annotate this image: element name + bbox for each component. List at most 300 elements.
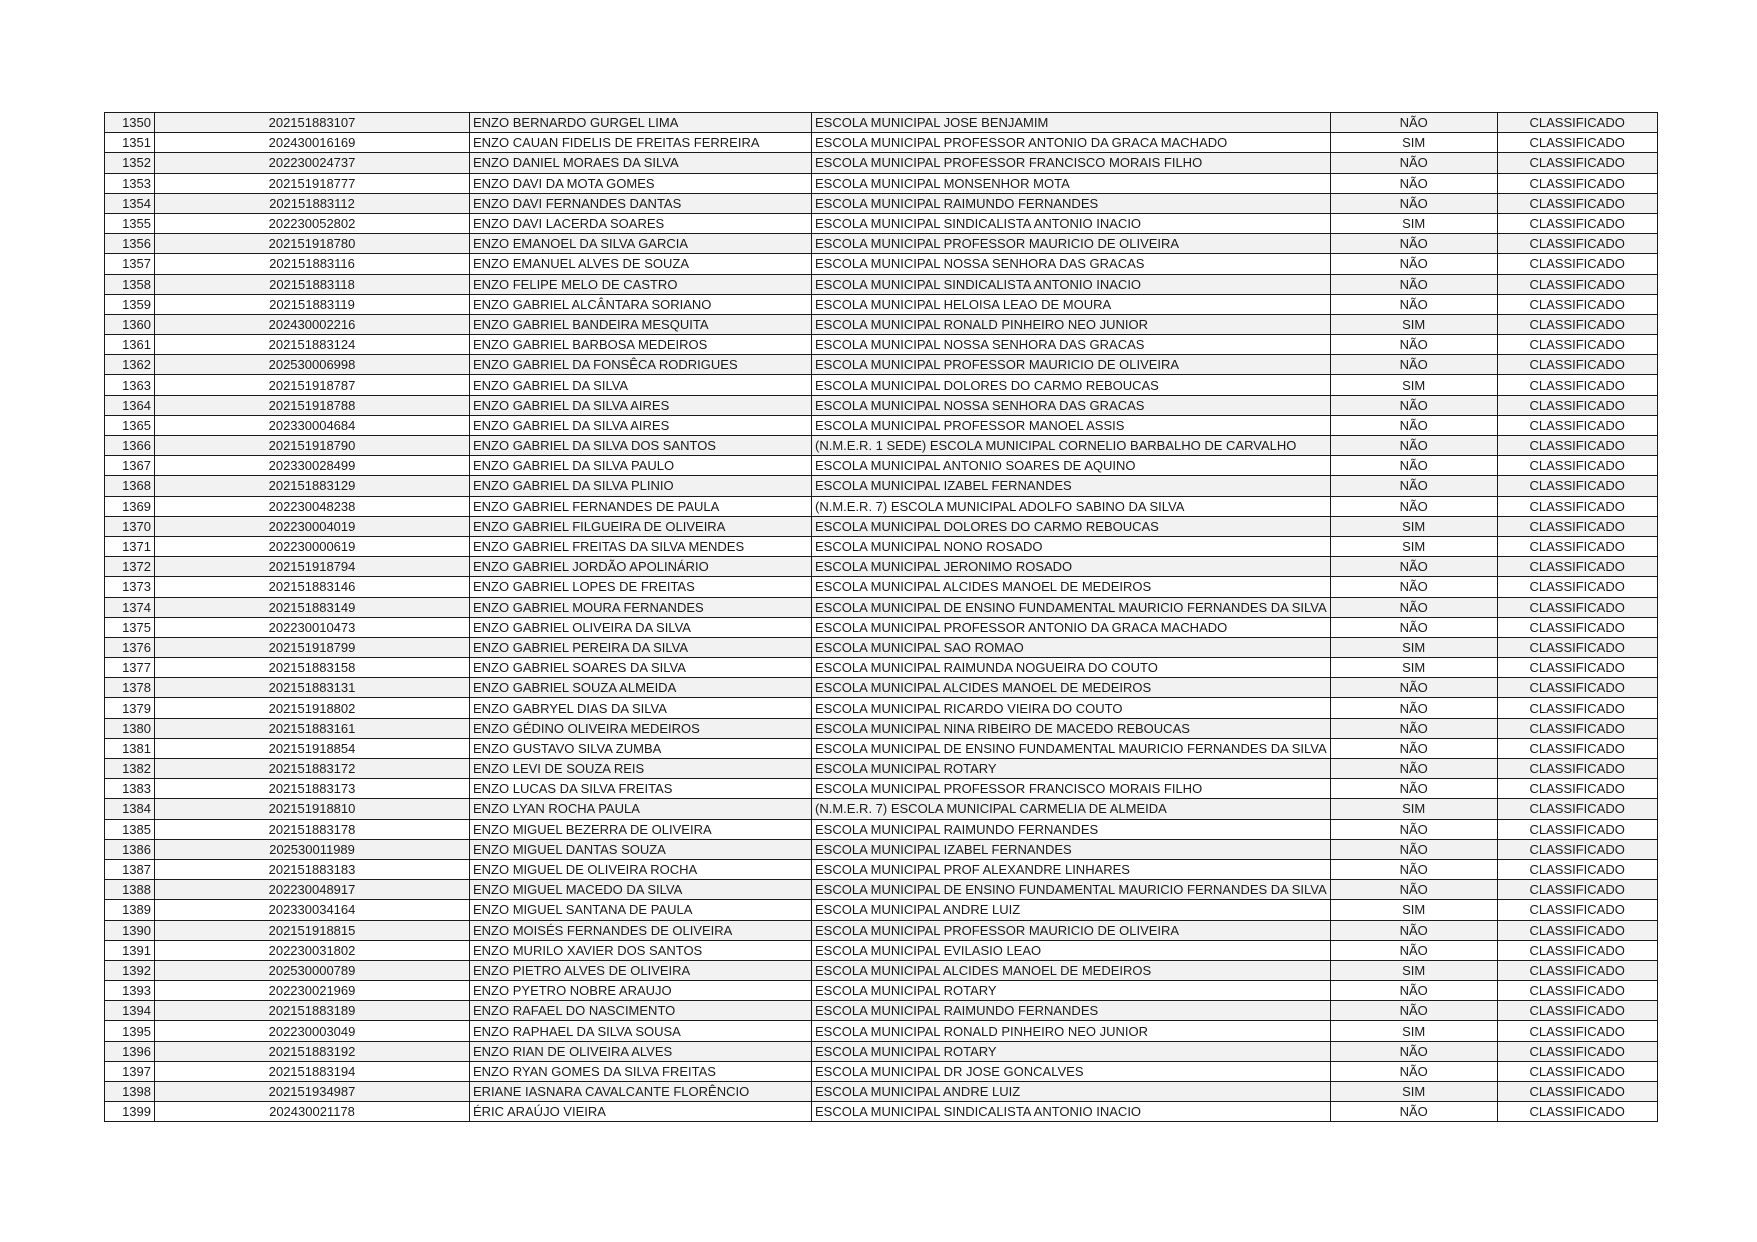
school-name-cell: ESCOLA MUNICIPAL ANDRE LUIZ <box>812 1082 1331 1102</box>
table-row <box>105 213 1658 233</box>
student-name-cell: ENZO RAFAEL DO NASCIMENTO <box>470 1001 812 1021</box>
flag-cell: SIM <box>1330 213 1497 233</box>
status-cell: CLASSIFICADO <box>1497 153 1657 173</box>
student-name-cell: ENZO GABRYEL DIAS DA SILVA <box>470 698 812 718</box>
row-number-cell: 1372 <box>105 557 155 577</box>
table-row <box>105 557 1658 577</box>
table-row <box>105 960 1658 980</box>
school-name-cell: ESCOLA MUNICIPAL ROTARY <box>812 759 1331 779</box>
school-name-cell: ESCOLA MUNICIPAL MONSENHOR MOTA <box>812 173 1331 193</box>
row-number-cell: 1381 <box>105 738 155 758</box>
table-row <box>105 577 1658 597</box>
status-cell: CLASSIFICADO <box>1497 375 1657 395</box>
school-name-cell: ESCOLA MUNICIPAL SINDICALISTA ANTONIO INACIO <box>812 274 1331 294</box>
registration-id-cell: 202530000789 <box>155 960 470 980</box>
row-number-cell: 1367 <box>105 456 155 476</box>
student-name-cell: ENZO GUSTAVO SILVA ZUMBA <box>470 738 812 758</box>
table-row <box>105 839 1658 859</box>
row-number-cell: 1379 <box>105 698 155 718</box>
school-name-cell: ESCOLA MUNICIPAL DOLORES DO CARMO REBOUCAS <box>812 375 1331 395</box>
registration-id-cell: 202430021178 <box>155 1102 470 1122</box>
registration-id-cell: 202151918815 <box>155 920 470 940</box>
row-number-cell: 1389 <box>105 900 155 920</box>
table-row <box>105 1082 1658 1102</box>
registration-id-cell: 202151883124 <box>155 335 470 355</box>
school-name-cell: ESCOLA MUNICIPAL RICARDO VIEIRA DO COUTO <box>812 698 1331 718</box>
flag-cell: NÃO <box>1330 718 1497 738</box>
student-name-cell: ENZO DANIEL MORAES DA SILVA <box>470 153 812 173</box>
registration-id-cell: 202151918787 <box>155 375 470 395</box>
table-row <box>105 1061 1658 1081</box>
student-name-cell: ENZO MOISÉS FERNANDES DE OLIVEIRA <box>470 920 812 940</box>
student-name-cell: ENZO GABRIEL DA SILVA AIRES <box>470 395 812 415</box>
registration-id-cell: 202151883112 <box>155 193 470 213</box>
status-cell: CLASSIFICADO <box>1497 637 1657 657</box>
school-name-cell: ESCOLA MUNICIPAL RONALD PINHEIRO NEO JUNIOR <box>812 1021 1331 1041</box>
registration-id-cell: 202151883131 <box>155 678 470 698</box>
student-name-cell: ENZO MIGUEL SANTANA DE PAULA <box>470 900 812 920</box>
student-name-cell: ENZO GABRIEL DA SILVA PLINIO <box>470 476 812 496</box>
row-number-cell: 1374 <box>105 597 155 617</box>
flag-cell: NÃO <box>1330 839 1497 859</box>
row-number-cell: 1380 <box>105 718 155 738</box>
student-name-cell: ENZO RAPHAEL DA SILVA SOUSA <box>470 1021 812 1041</box>
flag-cell: NÃO <box>1330 234 1497 254</box>
table-row <box>105 294 1658 314</box>
registration-id-cell: 202151883183 <box>155 859 470 879</box>
flag-cell: NÃO <box>1330 779 1497 799</box>
flag-cell: SIM <box>1330 536 1497 556</box>
table-row <box>105 900 1658 920</box>
table-row <box>105 153 1658 173</box>
row-number-cell: 1351 <box>105 133 155 153</box>
status-cell: CLASSIFICADO <box>1497 1061 1657 1081</box>
table-row <box>105 819 1658 839</box>
registration-id-cell: 202151883119 <box>155 294 470 314</box>
flag-cell: NÃO <box>1330 920 1497 940</box>
registration-id-cell: 202151883189 <box>155 1001 470 1021</box>
row-number-cell: 1386 <box>105 839 155 859</box>
flag-cell: NÃO <box>1330 557 1497 577</box>
table-row <box>105 234 1658 254</box>
registration-id-cell: 202151918788 <box>155 395 470 415</box>
registration-id-cell: 202151918777 <box>155 173 470 193</box>
student-name-cell: ÉRIC ARAÚJO VIEIRA <box>470 1102 812 1122</box>
registration-id-cell: 202151918790 <box>155 436 470 456</box>
student-name-cell: ENZO GABRIEL BARBOSA MEDEIROS <box>470 335 812 355</box>
row-number-cell: 1371 <box>105 536 155 556</box>
row-number-cell: 1361 <box>105 335 155 355</box>
flag-cell: NÃO <box>1330 274 1497 294</box>
school-name-cell: ESCOLA MUNICIPAL HELOISA LEAO DE MOURA <box>812 294 1331 314</box>
student-name-cell: ENZO MURILO XAVIER DOS SANTOS <box>470 940 812 960</box>
row-number-cell: 1390 <box>105 920 155 940</box>
school-name-cell: ESCOLA MUNICIPAL RAIMUNDO FERNANDES <box>812 819 1331 839</box>
status-cell: CLASSIFICADO <box>1497 597 1657 617</box>
row-number-cell: 1378 <box>105 678 155 698</box>
flag-cell: NÃO <box>1330 415 1497 435</box>
row-number-cell: 1376 <box>105 637 155 657</box>
table-row <box>105 173 1658 193</box>
status-cell: CLASSIFICADO <box>1497 819 1657 839</box>
flag-cell: NÃO <box>1330 395 1497 415</box>
student-name-cell: ENZO PIETRO ALVES DE OLIVEIRA <box>470 960 812 980</box>
flag-cell: NÃO <box>1330 113 1497 133</box>
status-cell: CLASSIFICADO <box>1497 1021 1657 1041</box>
student-name-cell: ERIANE IASNARA CAVALCANTE FLORÊNCIO <box>470 1082 812 1102</box>
table-row <box>105 678 1658 698</box>
status-cell: CLASSIFICADO <box>1497 476 1657 496</box>
flag-cell: NÃO <box>1330 456 1497 476</box>
table-row <box>105 395 1658 415</box>
status-cell: CLASSIFICADO <box>1497 173 1657 193</box>
school-name-cell: ESCOLA MUNICIPAL PROFESSOR MAURICIO DE OLIVEIRA <box>812 355 1331 375</box>
school-name-cell: ESCOLA MUNICIPAL SINDICALISTA ANTONIO INACIO <box>812 1102 1331 1122</box>
school-name-cell: ESCOLA MUNICIPAL ROTARY <box>812 981 1331 1001</box>
row-number-cell: 1356 <box>105 234 155 254</box>
registration-id-cell: 202151918799 <box>155 637 470 657</box>
registration-id-cell: 202230021969 <box>155 981 470 1001</box>
student-name-cell: ENZO EMANOEL DA SILVA GARCIA <box>470 234 812 254</box>
row-number-cell: 1395 <box>105 1021 155 1041</box>
registration-id-cell: 202151883118 <box>155 274 470 294</box>
registration-id-cell: 202151883129 <box>155 476 470 496</box>
status-cell: CLASSIFICADO <box>1497 415 1657 435</box>
flag-cell: SIM <box>1330 1082 1497 1102</box>
student-name-cell: ENZO GABRIEL DA SILVA DOS SANTOS <box>470 436 812 456</box>
registration-id-cell: 202151918854 <box>155 738 470 758</box>
student-name-cell: ENZO DAVI DA MOTA GOMES <box>470 173 812 193</box>
school-name-cell: ESCOLA MUNICIPAL PROFESSOR ANTONIO DA GRACA MACHADO <box>812 617 1331 637</box>
registration-id-cell: 202151934987 <box>155 1082 470 1102</box>
flag-cell: NÃO <box>1330 678 1497 698</box>
student-name-cell: ENZO EMANUEL ALVES DE SOUZA <box>470 254 812 274</box>
school-name-cell: ESCOLA MUNICIPAL ROTARY <box>812 1041 1331 1061</box>
row-number-cell: 1359 <box>105 294 155 314</box>
school-name-cell: ESCOLA MUNICIPAL PROFESSOR MANOEL ASSIS <box>812 415 1331 435</box>
status-cell: CLASSIFICADO <box>1497 395 1657 415</box>
school-name-cell: ESCOLA MUNICIPAL NOSSA SENHORA DAS GRACAS <box>812 395 1331 415</box>
registration-id-cell: 202151883194 <box>155 1061 470 1081</box>
row-number-cell: 1385 <box>105 819 155 839</box>
status-cell: CLASSIFICADO <box>1497 839 1657 859</box>
registration-id-cell: 202151918794 <box>155 557 470 577</box>
flag-cell: NÃO <box>1330 294 1497 314</box>
table-row <box>105 375 1658 395</box>
table-row <box>105 1001 1658 1021</box>
student-name-cell: ENZO GABRIEL FILGUEIRA DE OLIVEIRA <box>470 516 812 536</box>
registration-id-cell: 202230048238 <box>155 496 470 516</box>
table-row <box>105 335 1658 355</box>
registration-id-cell: 202151883161 <box>155 718 470 738</box>
school-name-cell: ESCOLA MUNICIPAL SAO ROMAO <box>812 637 1331 657</box>
registration-id-cell: 202151883116 <box>155 254 470 274</box>
flag-cell: NÃO <box>1330 738 1497 758</box>
registration-id-cell: 202151918780 <box>155 234 470 254</box>
school-name-cell: (N.M.E.R. 7) ESCOLA MUNICIPAL CARMELIA DE ALMEIDA <box>812 799 1331 819</box>
table-row <box>105 456 1658 476</box>
status-cell: CLASSIFICADO <box>1497 456 1657 476</box>
row-number-cell: 1370 <box>105 516 155 536</box>
registration-id-cell: 202330028499 <box>155 456 470 476</box>
table-row <box>105 698 1658 718</box>
row-number-cell: 1388 <box>105 880 155 900</box>
student-name-cell: ENZO GABRIEL MOURA FERNANDES <box>470 597 812 617</box>
row-number-cell: 1387 <box>105 859 155 879</box>
status-cell: CLASSIFICADO <box>1497 436 1657 456</box>
school-name-cell: ESCOLA MUNICIPAL PROFESSOR FRANCISCO MORAIS FILHO <box>812 153 1331 173</box>
table-row <box>105 496 1658 516</box>
school-name-cell: ESCOLA MUNICIPAL NOSSA SENHORA DAS GRACAS <box>812 254 1331 274</box>
flag-cell: NÃO <box>1330 436 1497 456</box>
flag-cell: NÃO <box>1330 859 1497 879</box>
row-number-cell: 1369 <box>105 496 155 516</box>
row-number-cell: 1350 <box>105 113 155 133</box>
school-name-cell: ESCOLA MUNICIPAL RAIMUNDO FERNANDES <box>812 193 1331 213</box>
registration-id-cell: 202530011989 <box>155 839 470 859</box>
row-number-cell: 1354 <box>105 193 155 213</box>
school-name-cell: ESCOLA MUNICIPAL NONO ROSADO <box>812 536 1331 556</box>
registration-id-cell: 202230010473 <box>155 617 470 637</box>
table-row <box>105 920 1658 940</box>
student-name-cell: ENZO GABRIEL DA SILVA AIRES <box>470 415 812 435</box>
flag-cell: NÃO <box>1330 355 1497 375</box>
status-cell: CLASSIFICADO <box>1497 213 1657 233</box>
school-name-cell: ESCOLA MUNICIPAL RAIMUNDO FERNANDES <box>812 1001 1331 1021</box>
flag-cell: SIM <box>1330 637 1497 657</box>
table-row <box>105 658 1658 678</box>
school-name-cell: ESCOLA MUNICIPAL EVILASIO LEAO <box>812 940 1331 960</box>
student-name-cell: ENZO GABRIEL DA SILVA PAULO <box>470 456 812 476</box>
registration-id-cell: 202151883192 <box>155 1041 470 1061</box>
table-row <box>105 254 1658 274</box>
flag-cell: SIM <box>1330 133 1497 153</box>
student-name-cell: ENZO MIGUEL BEZERRA DE OLIVEIRA <box>470 819 812 839</box>
student-name-cell: ENZO GABRIEL PEREIRA DA SILVA <box>470 637 812 657</box>
table-row <box>105 738 1658 758</box>
registration-id-cell: 202151883178 <box>155 819 470 839</box>
student-name-cell: ENZO GABRIEL SOUZA ALMEIDA <box>470 678 812 698</box>
status-cell: CLASSIFICADO <box>1497 880 1657 900</box>
flag-cell: NÃO <box>1330 153 1497 173</box>
row-number-cell: 1362 <box>105 355 155 375</box>
student-name-cell: ENZO RIAN DE OLIVEIRA ALVES <box>470 1041 812 1061</box>
table-row <box>105 759 1658 779</box>
status-cell: CLASSIFICADO <box>1497 738 1657 758</box>
status-cell: CLASSIFICADO <box>1497 1001 1657 1021</box>
row-number-cell: 1383 <box>105 779 155 799</box>
student-name-cell: ENZO GABRIEL SOARES DA SILVA <box>470 658 812 678</box>
school-name-cell: ESCOLA MUNICIPAL RONALD PINHEIRO NEO JUNIOR <box>812 314 1331 334</box>
row-number-cell: 1377 <box>105 658 155 678</box>
status-cell: CLASSIFICADO <box>1497 940 1657 960</box>
school-name-cell: ESCOLA MUNICIPAL PROFESSOR MAURICIO DE OLIVEIRA <box>812 234 1331 254</box>
student-name-cell: ENZO GABRIEL BANDEIRA MESQUITA <box>470 314 812 334</box>
table-row <box>105 113 1658 133</box>
status-cell: CLASSIFICADO <box>1497 779 1657 799</box>
row-number-cell: 1360 <box>105 314 155 334</box>
registration-id-cell: 202151918802 <box>155 698 470 718</box>
school-name-cell: ESCOLA MUNICIPAL ANTONIO SOARES DE AQUINO <box>812 456 1331 476</box>
table-row <box>105 415 1658 435</box>
registration-id-cell: 202151883149 <box>155 597 470 617</box>
flag-cell: NÃO <box>1330 940 1497 960</box>
row-number-cell: 1364 <box>105 395 155 415</box>
status-cell: CLASSIFICADO <box>1497 133 1657 153</box>
school-name-cell: ESCOLA MUNICIPAL JOSE BENJAMIM <box>812 113 1331 133</box>
status-cell: CLASSIFICADO <box>1497 294 1657 314</box>
school-name-cell: ESCOLA MUNICIPAL DOLORES DO CARMO REBOUCAS <box>812 516 1331 536</box>
student-name-cell: ENZO BERNARDO GURGEL LIMA <box>470 113 812 133</box>
row-number-cell: 1397 <box>105 1061 155 1081</box>
school-name-cell: ESCOLA MUNICIPAL NINA RIBEIRO DE MACEDO REBOUCAS <box>812 718 1331 738</box>
table-row <box>105 355 1658 375</box>
flag-cell: NÃO <box>1330 1061 1497 1081</box>
school-name-cell: ESCOLA MUNICIPAL ANDRE LUIZ <box>812 900 1331 920</box>
row-number-cell: 1398 <box>105 1082 155 1102</box>
status-cell: CLASSIFICADO <box>1497 496 1657 516</box>
school-name-cell: ESCOLA MUNICIPAL NOSSA SENHORA DAS GRACAS <box>812 335 1331 355</box>
row-number-cell: 1353 <box>105 173 155 193</box>
flag-cell: SIM <box>1330 314 1497 334</box>
student-name-cell: ENZO DAVI FERNANDES DANTAS <box>470 193 812 213</box>
school-name-cell: ESCOLA MUNICIPAL PROF ALEXANDRE LINHARES <box>812 859 1331 879</box>
status-cell: CLASSIFICADO <box>1497 577 1657 597</box>
status-cell: CLASSIFICADO <box>1497 1102 1657 1122</box>
table-row <box>105 1102 1658 1122</box>
student-name-cell: ENZO CAUAN FIDELIS DE FREITAS FERREIRA <box>470 133 812 153</box>
flag-cell: SIM <box>1330 900 1497 920</box>
flag-cell: NÃO <box>1330 1102 1497 1122</box>
student-name-cell: ENZO GABRIEL FREITAS DA SILVA MENDES <box>470 536 812 556</box>
registration-id-cell: 202151883146 <box>155 577 470 597</box>
status-cell: CLASSIFICADO <box>1497 1082 1657 1102</box>
table-row <box>105 859 1658 879</box>
status-cell: CLASSIFICADO <box>1497 718 1657 738</box>
flag-cell: SIM <box>1330 960 1497 980</box>
school-name-cell: ESCOLA MUNICIPAL PROFESSOR ANTONIO DA GRACA MACHADO <box>812 133 1331 153</box>
student-name-cell: ENZO GABRIEL OLIVEIRA DA SILVA <box>470 617 812 637</box>
student-name-cell: ENZO GABRIEL DA FONSÊCA RODRIGUES <box>470 355 812 375</box>
registration-id-cell: 202430016169 <box>155 133 470 153</box>
status-cell: CLASSIFICADO <box>1497 557 1657 577</box>
table-row <box>105 637 1658 657</box>
registration-id-cell: 202230004019 <box>155 516 470 536</box>
row-number-cell: 1384 <box>105 799 155 819</box>
student-name-cell: ENZO LYAN ROCHA PAULA <box>470 799 812 819</box>
table-row <box>105 940 1658 960</box>
registration-id-cell: 202330034164 <box>155 900 470 920</box>
row-number-cell: 1357 <box>105 254 155 274</box>
table-row <box>105 476 1658 496</box>
school-name-cell: ESCOLA MUNICIPAL ALCIDES MANOEL DE MEDEIROS <box>812 678 1331 698</box>
school-name-cell: ESCOLA MUNICIPAL IZABEL FERNANDES <box>812 476 1331 496</box>
status-cell: CLASSIFICADO <box>1497 254 1657 274</box>
school-name-cell: ESCOLA MUNICIPAL DR JOSE GONCALVES <box>812 1061 1331 1081</box>
flag-cell: NÃO <box>1330 1041 1497 1061</box>
student-name-cell: ENZO PYETRO NOBRE ARAUJO <box>470 981 812 1001</box>
flag-cell: NÃO <box>1330 819 1497 839</box>
flag-cell: NÃO <box>1330 597 1497 617</box>
status-cell: CLASSIFICADO <box>1497 314 1657 334</box>
school-name-cell: ESCOLA MUNICIPAL RAIMUNDA NOGUEIRA DO COUTO <box>812 658 1331 678</box>
table-row <box>105 536 1658 556</box>
student-name-cell: ENZO MIGUEL DE OLIVEIRA ROCHA <box>470 859 812 879</box>
student-name-cell: ENZO MIGUEL MACEDO DA SILVA <box>470 880 812 900</box>
flag-cell: NÃO <box>1330 981 1497 1001</box>
status-cell: CLASSIFICADO <box>1497 335 1657 355</box>
student-name-cell: ENZO LUCAS DA SILVA FREITAS <box>470 779 812 799</box>
student-name-cell: ENZO DAVI LACERDA SOARES <box>470 213 812 233</box>
row-number-cell: 1393 <box>105 981 155 1001</box>
status-cell: CLASSIFICADO <box>1497 1041 1657 1061</box>
flag-cell: SIM <box>1330 658 1497 678</box>
status-cell: CLASSIFICADO <box>1497 799 1657 819</box>
row-number-cell: 1366 <box>105 436 155 456</box>
flag-cell: NÃO <box>1330 880 1497 900</box>
row-number-cell: 1382 <box>105 759 155 779</box>
registration-id-cell: 202151883172 <box>155 759 470 779</box>
table-row <box>105 314 1658 334</box>
school-name-cell: ESCOLA MUNICIPAL ALCIDES MANOEL DE MEDEIROS <box>812 960 1331 980</box>
registration-id-cell: 202230000619 <box>155 536 470 556</box>
status-cell: CLASSIFICADO <box>1497 113 1657 133</box>
status-cell: CLASSIFICADO <box>1497 960 1657 980</box>
flag-cell: NÃO <box>1330 617 1497 637</box>
school-name-cell: ESCOLA MUNICIPAL ALCIDES MANOEL DE MEDEIROS <box>812 577 1331 597</box>
flag-cell: NÃO <box>1330 759 1497 779</box>
row-number-cell: 1352 <box>105 153 155 173</box>
registration-id-cell: 202151883107 <box>155 113 470 133</box>
status-cell: CLASSIFICADO <box>1497 698 1657 718</box>
flag-cell: NÃO <box>1330 1001 1497 1021</box>
table-row <box>105 617 1658 637</box>
registration-id-cell: 202430002216 <box>155 314 470 334</box>
table-row <box>105 436 1658 456</box>
school-name-cell: ESCOLA MUNICIPAL SINDICALISTA ANTONIO INACIO <box>812 213 1331 233</box>
school-name-cell: ESCOLA MUNICIPAL IZABEL FERNANDES <box>812 839 1331 859</box>
status-cell: CLASSIFICADO <box>1497 678 1657 698</box>
table-row <box>105 193 1658 213</box>
results-table-body <box>105 113 1658 1122</box>
status-cell: CLASSIFICADO <box>1497 617 1657 637</box>
flag-cell: NÃO <box>1330 698 1497 718</box>
student-name-cell: ENZO LEVI DE SOUZA REIS <box>470 759 812 779</box>
status-cell: CLASSIFICADO <box>1497 900 1657 920</box>
results-table <box>104 112 1658 1122</box>
registration-id-cell: 202230003049 <box>155 1021 470 1041</box>
student-name-cell: ENZO GABRIEL JORDÃO APOLINÁRIO <box>470 557 812 577</box>
school-name-cell: (N.M.E.R. 7) ESCOLA MUNICIPAL ADOLFO SABINO DA SILVA <box>812 496 1331 516</box>
table-row <box>105 880 1658 900</box>
flag-cell: NÃO <box>1330 193 1497 213</box>
flag-cell: NÃO <box>1330 173 1497 193</box>
table-row <box>105 133 1658 153</box>
row-number-cell: 1394 <box>105 1001 155 1021</box>
flag-cell: NÃO <box>1330 254 1497 274</box>
registration-id-cell: 202151918810 <box>155 799 470 819</box>
status-cell: CLASSIFICADO <box>1497 658 1657 678</box>
status-cell: CLASSIFICADO <box>1497 516 1657 536</box>
school-name-cell: ESCOLA MUNICIPAL DE ENSINO FUNDAMENTAL MAURICIO FERNANDES DA SILVA <box>812 738 1331 758</box>
student-name-cell: ENZO FELIPE MELO DE CASTRO <box>470 274 812 294</box>
row-number-cell: 1392 <box>105 960 155 980</box>
row-number-cell: 1399 <box>105 1102 155 1122</box>
school-name-cell: ESCOLA MUNICIPAL DE ENSINO FUNDAMENTAL MAURICIO FERNANDES DA SILVA <box>812 880 1331 900</box>
flag-cell: NÃO <box>1330 496 1497 516</box>
student-name-cell: ENZO GÉDINO OLIVEIRA MEDEIROS <box>470 718 812 738</box>
status-cell: CLASSIFICADO <box>1497 234 1657 254</box>
